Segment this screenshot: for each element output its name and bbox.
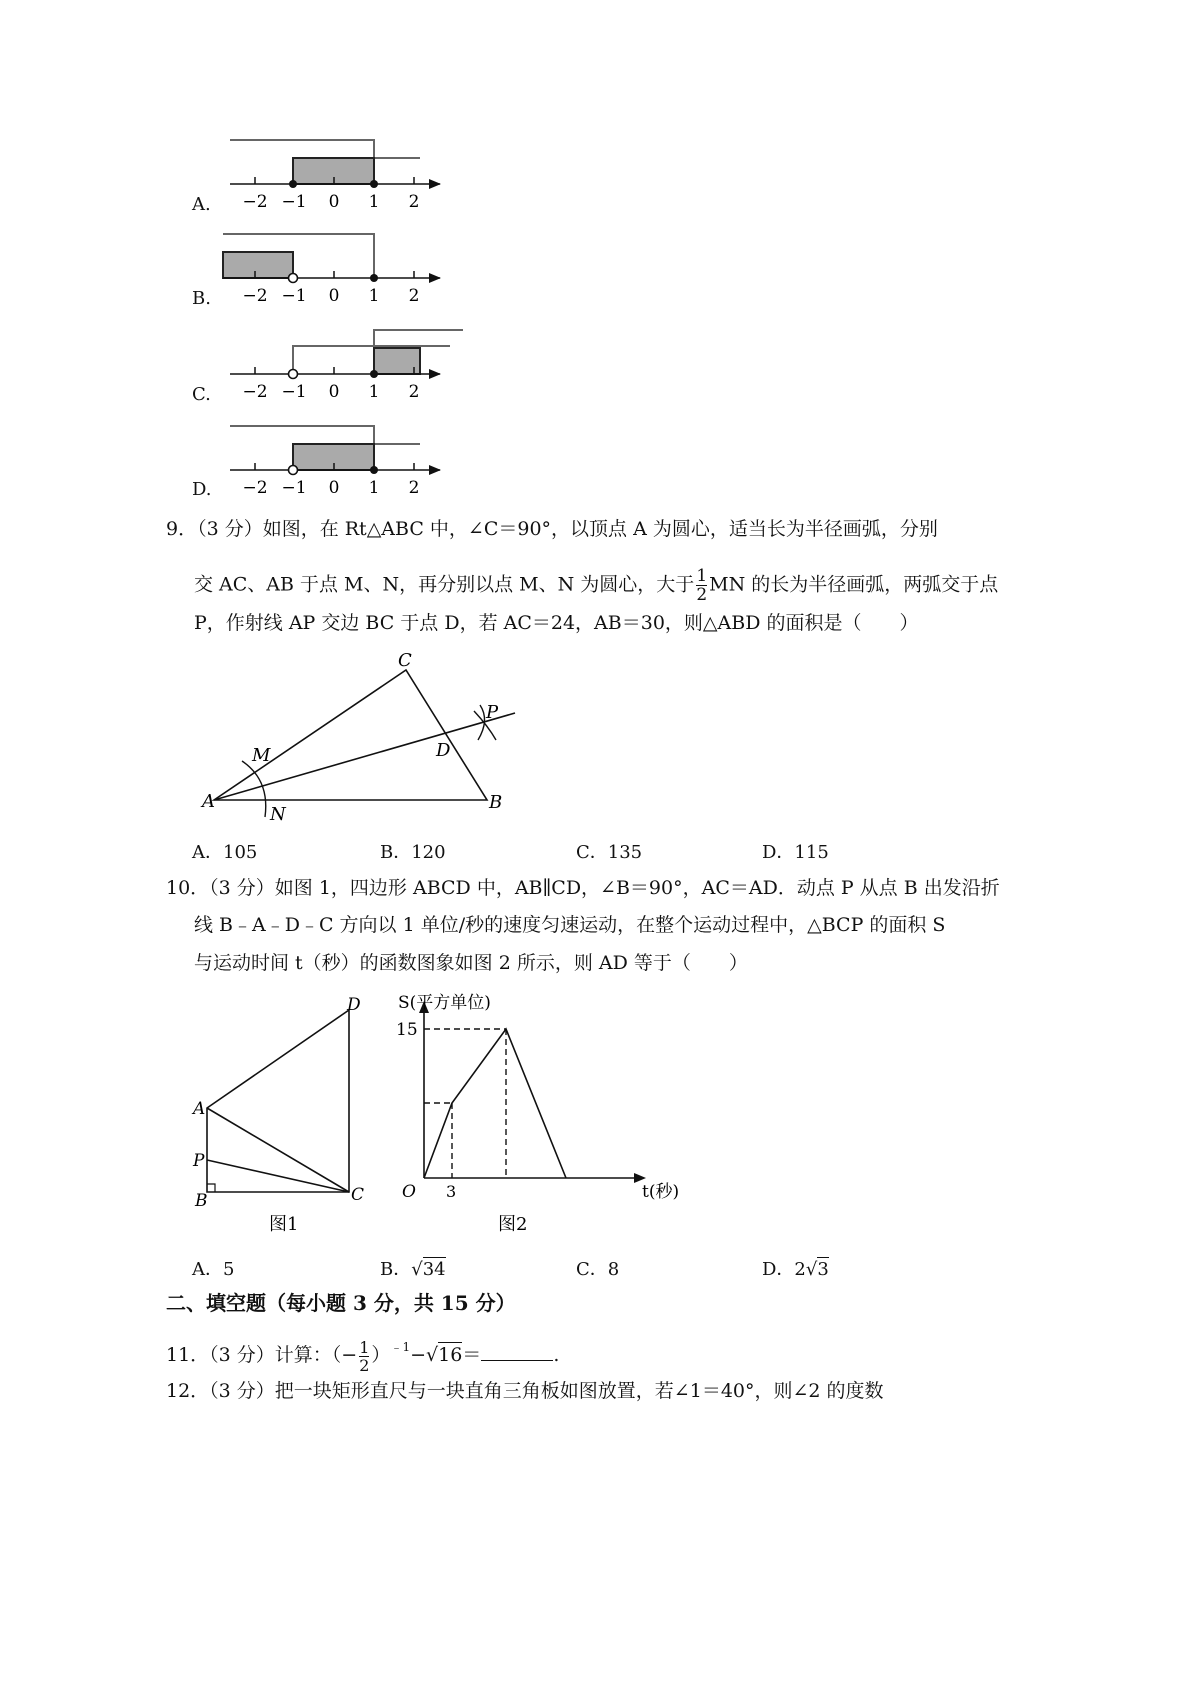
tick-label: −2 [242, 478, 268, 498]
q10-option-d-radicand: 3 [817, 1259, 829, 1280]
q9-figure-triangle [190, 640, 530, 825]
x-tick-label: 3 [446, 1182, 457, 1201]
q8-option-a-numberline [215, 128, 455, 213]
q9-text-line2a: 交 AC、AB 于点 M、N，再分别以点 M、N 为圆心，大于 [194, 573, 695, 596]
q8-option-c-letter: C. [192, 384, 211, 405]
tick-label: −2 [242, 382, 268, 402]
q11-fraction [359, 1339, 369, 1374]
q12-text-line1: 12．（3 分）把一块矩形直尺与一块直角三角板如图放置，若∠1＝40°，则∠2 的度数 [166, 1380, 884, 1402]
q9-text-line1: 9．（3 分）如图，在 Rt△ABC 中，∠C＝90°，以顶点 A 为圆心，适当长为半径画弧，分别 [166, 518, 938, 540]
figure-1-caption: 图1 [269, 1214, 299, 1235]
label-c: C [398, 650, 412, 671]
q8-option-d-numberline [215, 414, 455, 499]
q9-option-b[interactable]: B．120 [380, 842, 446, 863]
q9-text-line2b: MN 的长为半径画弧，两弧交于点 [709, 573, 999, 596]
q11-radicand: 16 [438, 1344, 463, 1366]
label-c: C [351, 1185, 365, 1205]
section-2-heading: 二、填空题（每小题 3 分，共 15 分） [166, 1291, 516, 1315]
q9-fraction [696, 567, 707, 604]
label-d: D [347, 995, 361, 1015]
tick-label: 1 [368, 192, 380, 212]
sqrt-icon: √ [411, 1259, 423, 1280]
q9-frac-num: 1 [696, 566, 708, 586]
label-d: D [436, 740, 451, 761]
label-n: N [270, 804, 286, 825]
q10-figure-1-quadrilateral [185, 990, 375, 1240]
y-tick-label: 15 [396, 1020, 418, 1040]
q11-equals: ＝ [462, 1344, 482, 1366]
tick-label: −1 [281, 478, 307, 498]
q10-figure-2-graph [390, 985, 710, 1240]
tick-label: −1 [281, 382, 307, 402]
q10-text-line3: 与运动时间 t（秒）的函数图象如图 2 所示，则 AD 等于（ ） [194, 952, 748, 974]
q8-option-b-letter: B. [192, 288, 211, 309]
sqrt-icon: √ [805, 1259, 818, 1280]
q10-option-c[interactable]: C．8 [576, 1259, 620, 1280]
q11-minus: − [410, 1344, 426, 1366]
q11-prefix: 11．（3 分）计算：（− [166, 1344, 358, 1366]
q10-option-d-letter: D．2 [762, 1259, 806, 1280]
q9-option-a[interactable]: A．105 [192, 842, 258, 863]
tick-label: −1 [281, 192, 307, 212]
y-axis-label: S(平方单位) [398, 993, 491, 1013]
tick-label: 2 [408, 382, 420, 402]
tick-label: 0 [328, 192, 340, 212]
q11-exponent: ﹣1 [390, 1340, 411, 1354]
q9-option-d[interactable]: D．115 [762, 842, 829, 863]
q10-option-b-radicand: 34 [422, 1259, 446, 1280]
tick-label: 1 [368, 286, 380, 306]
q11-frac-den: 2 [359, 1355, 370, 1375]
tick-label: −1 [281, 286, 307, 306]
q11-end: . [553, 1344, 560, 1366]
q9-frac-den: 2 [696, 585, 708, 605]
q9-text-line2 [194, 567, 998, 604]
tick-label: −2 [242, 286, 268, 306]
tick-label: −2 [242, 192, 268, 212]
label-b: B [489, 792, 503, 813]
q10-text-line1: 10．（3 分）如图 1，四边形 ABCD 中，AB∥CD，∠B＝90°，AC＝AD．动点 P 从点 B 出发沿折 [166, 877, 1000, 899]
q10-option-a[interactable]: A．5 [192, 1259, 235, 1280]
label-m: M [252, 745, 271, 766]
label-p: P [486, 702, 499, 723]
tick-label: 1 [368, 382, 380, 402]
q9-text-line3: P，作射线 AP 交边 BC 于点 D，若 AC＝24，AB＝30，则△ABD 的面积是（ ） [194, 612, 919, 634]
tick-label: 2 [408, 286, 420, 306]
label-a: A [202, 791, 215, 812]
q10-option-b-letter: B． [380, 1259, 412, 1280]
q8-option-b-numberline [215, 222, 455, 307]
q10-option-d[interactable] [762, 1255, 829, 1281]
figure-2-caption: 图2 [498, 1214, 528, 1235]
q11-frac-num: 1 [359, 1337, 370, 1357]
q11-text: 11．（3 分）计算：（− $\frac{1}{2}$ ）$^{﹣1}$−√16＝ . [166, 1337, 560, 1375]
q8-option-d-letter: D. [192, 479, 212, 500]
label-b: B [195, 1191, 208, 1211]
label-p: P [193, 1151, 205, 1171]
q10-option-b[interactable] [380, 1255, 446, 1281]
tick-label: 2 [408, 478, 420, 498]
tick-label: 0 [328, 286, 340, 306]
x-axis-label: t(秒) [642, 1182, 680, 1202]
tick-label: 0 [328, 382, 340, 402]
q8-option-a-letter: A. [192, 194, 211, 215]
tick-label: 2 [408, 192, 420, 212]
q8-option-c-numberline [215, 318, 475, 403]
tick-label: 1 [368, 478, 380, 498]
sqrt-icon: √ [426, 1344, 439, 1366]
q11-answer-blank[interactable] [481, 1342, 553, 1361]
q10-text-line2: 线 B﹣A﹣D﹣C 方向以 1 单位/秒的速度匀速运动，在整个运动过程中，△BCP 的面积 S [194, 914, 946, 936]
origin-label: O [402, 1182, 416, 1202]
label-a: A [193, 1099, 206, 1119]
q9-option-c[interactable]: C．135 [576, 842, 643, 863]
tick-label: 0 [328, 478, 340, 498]
